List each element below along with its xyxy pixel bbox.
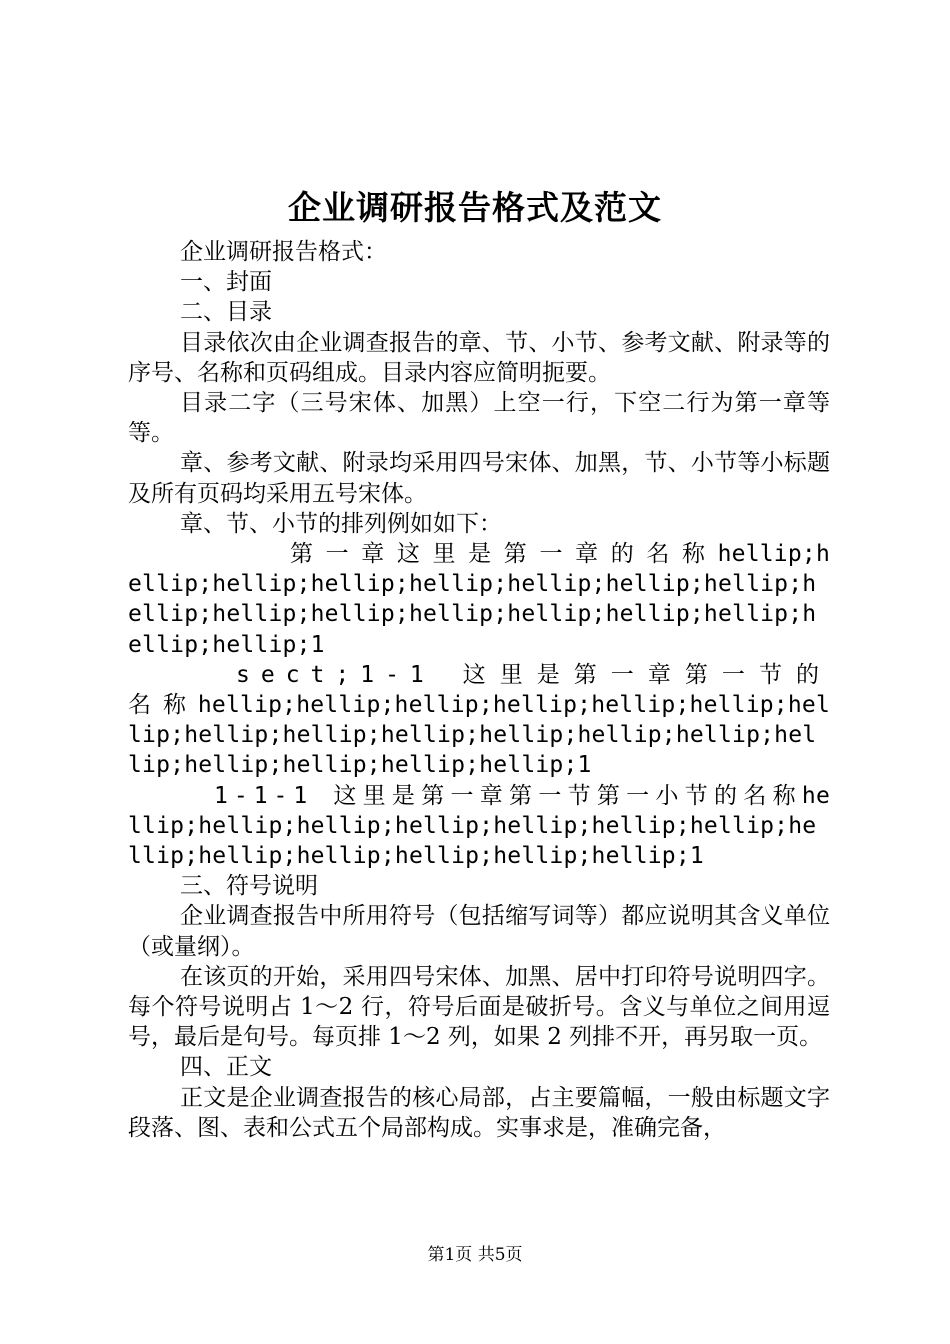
toc-subsection-label: 1-1-1 这里是第一章第一节第一小节的名称: [214, 782, 802, 809]
document-title: 企业调研报告格式及范文: [288, 188, 662, 227]
paragraph: 章、节、小节的排列例如如下：: [180, 510, 502, 537]
paragraph: 目录依次由企业调查报告的章、节、小节、参考文献、附录等的序号、名称和页码组成。目录内容应简明扼要。: [128, 329, 830, 386]
document-body: [128, 237, 830, 1143]
toc-subsection-leader: hellip;hellip;hellip;hellip;hellip;hellip;hellip;hellip;hellip;hellip;hellip;hellip;hellip;1: [128, 782, 830, 870]
paragraph: 一、封面: [180, 269, 272, 296]
toc-section-leader: hellip;hellip;hellip;hellip;hellip;hellip;hellip;hellip;hellip;hellip;hellip;hellip;hellip;hellip;hellip;hellip;hellip;hellip;1: [128, 692, 830, 779]
paragraph: 二、目录: [180, 299, 272, 326]
toc-section-label: sect;1-1 这里是第一章第一节的名称: [128, 661, 830, 719]
toc-section-example: [128, 660, 830, 781]
toc-chapter-leader: hellip;hellip;hellip;hellip;hellip;hellip;hellip;hellip;hellip;hellip;hellip;hellip;hellip;hellip;hellip;hellip;hellip;1: [128, 541, 830, 658]
toc-chapter-label: 第一章这里是第一章的名称: [290, 541, 718, 568]
toc-subsection-example: [128, 781, 830, 872]
page-footer: 第1页 共5页: [427, 1245, 523, 1265]
paragraph: 企业调研报告格式：: [180, 239, 387, 265]
paragraph: 章、参考文献、附录均采用四号宋体、加黑，节、小节等小标题及所有页码均采用五号宋体。: [128, 450, 830, 507]
paragraph: 目录二字（三号宋体、加黑）上空一行，下空二行为第一章等等。: [128, 390, 830, 447]
paragraph: 在该页的开始，采用四号宋体、加黑、居中打印符号说明四字。每个符号说明占 1～2 行，符号后面是破折号。含义与单位之间用逗号，最后是句号。每页排 1～2 列，如果 2 列排不开，再另取一页。: [128, 963, 830, 1051]
paragraph: 正文是企业调查报告的核心局部，占主要篇幅，一般由标题文字段落、图、表和公式五个局部构成。实事求是，准确完备，: [128, 1084, 830, 1141]
paragraph: 企业调查报告中所用符号（包括缩写词等）都应说明其含义单位（或量纲）。: [128, 903, 830, 960]
toc-chapter-example: [128, 539, 830, 660]
paragraph: 四、正文: [180, 1054, 272, 1081]
paragraph: 三、符号说明: [180, 873, 318, 900]
